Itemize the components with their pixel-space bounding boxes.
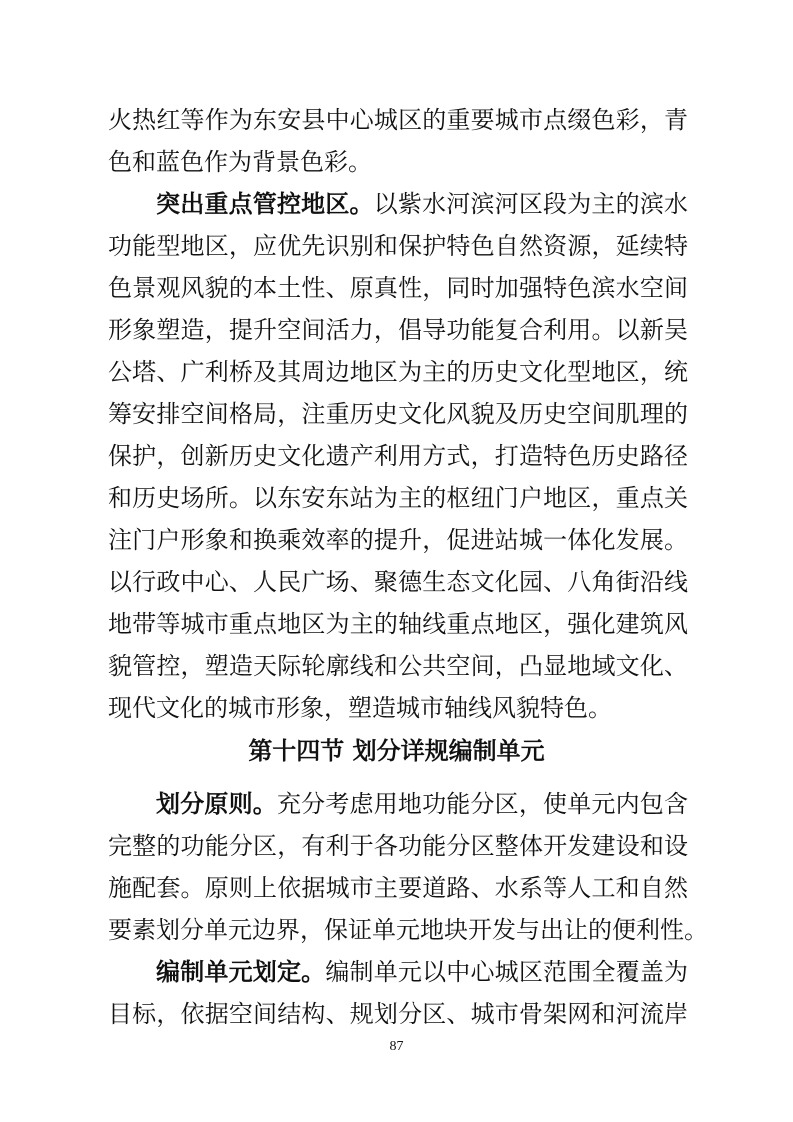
body-line: 火热红等作为东安县中心城区的重要城市点缀色彩，青 [108, 106, 688, 134]
lead-in-highlight-area: 突出重点管控地区。 [156, 190, 374, 218]
page-number: 87 [389, 1039, 404, 1054]
body-line: 色景观风貌的本土性、原真性，同时加强特色滨水空间 [108, 274, 688, 302]
section-heading: 第十四节 划分详规编制单元 [248, 737, 545, 765]
body-line: 施配套。原则上依据城市主要道路、水系等人工和自然 [108, 874, 688, 902]
body-line: 公塔、广利桥及其周边地区为主的历史文化型地区，统 [108, 358, 688, 386]
body-line: 貌管控，塑造天际轮廓线和公共空间，凸显地域文化、 [108, 652, 688, 680]
body-text: 充分考虑用地功能分区，使单元内包含 [276, 790, 688, 818]
body-line: 注门户形象和换乘效率的提升，促进站城一体化发展。 [108, 526, 688, 554]
body-line: 色和蓝色作为背景色彩。 [108, 148, 372, 176]
body-line: 完整的功能分区，有利于各功能分区整体开发建设和设 [108, 832, 688, 860]
body-text: 以紫水河滨河区段为主的滨水 [373, 190, 689, 218]
lead-in-unit-definition: 编制单元划定。 [156, 958, 326, 986]
body-line: 目标，依据空间结构、规划分区、城市骨架网和河流岸 [108, 1000, 688, 1028]
body-line: 保护，创新历史文化遗产利用方式，打造特色历史路径 [108, 442, 688, 470]
paragraph-first-line [156, 188, 688, 220]
body-line: 地带等城市重点地区为主的轴线重点地区，强化建筑风 [108, 610, 688, 638]
paragraph-first-line [156, 788, 688, 820]
body-line: 筹安排空间格局，注重历史文化风貌及历史空间肌理的 [108, 400, 688, 428]
body-line: 形象塑造，提升空间活力，倡导功能复合利用。以新吴 [108, 316, 688, 344]
paragraph-first-line [156, 956, 688, 988]
body-text: 编制单元以中心城区范围全覆盖为 [325, 958, 689, 986]
lead-in-division-principle: 划分原则。 [156, 790, 277, 818]
body-line: 和历史场所。以东安东站为主的枢纽门户地区，重点关 [108, 484, 688, 512]
body-line: 要素划分单元边界，保证单元地块开发与出让的便利性。 [108, 916, 708, 944]
body-line: 以行政中心、人民广场、聚德生态文化园、八角街沿线 [108, 568, 688, 596]
body-line: 现代文化的城市形象，塑造城市轴线风貌特色。 [108, 694, 612, 722]
body-line: 功能型地区，应优先识别和保护特色自然资源，延续特 [108, 232, 688, 260]
